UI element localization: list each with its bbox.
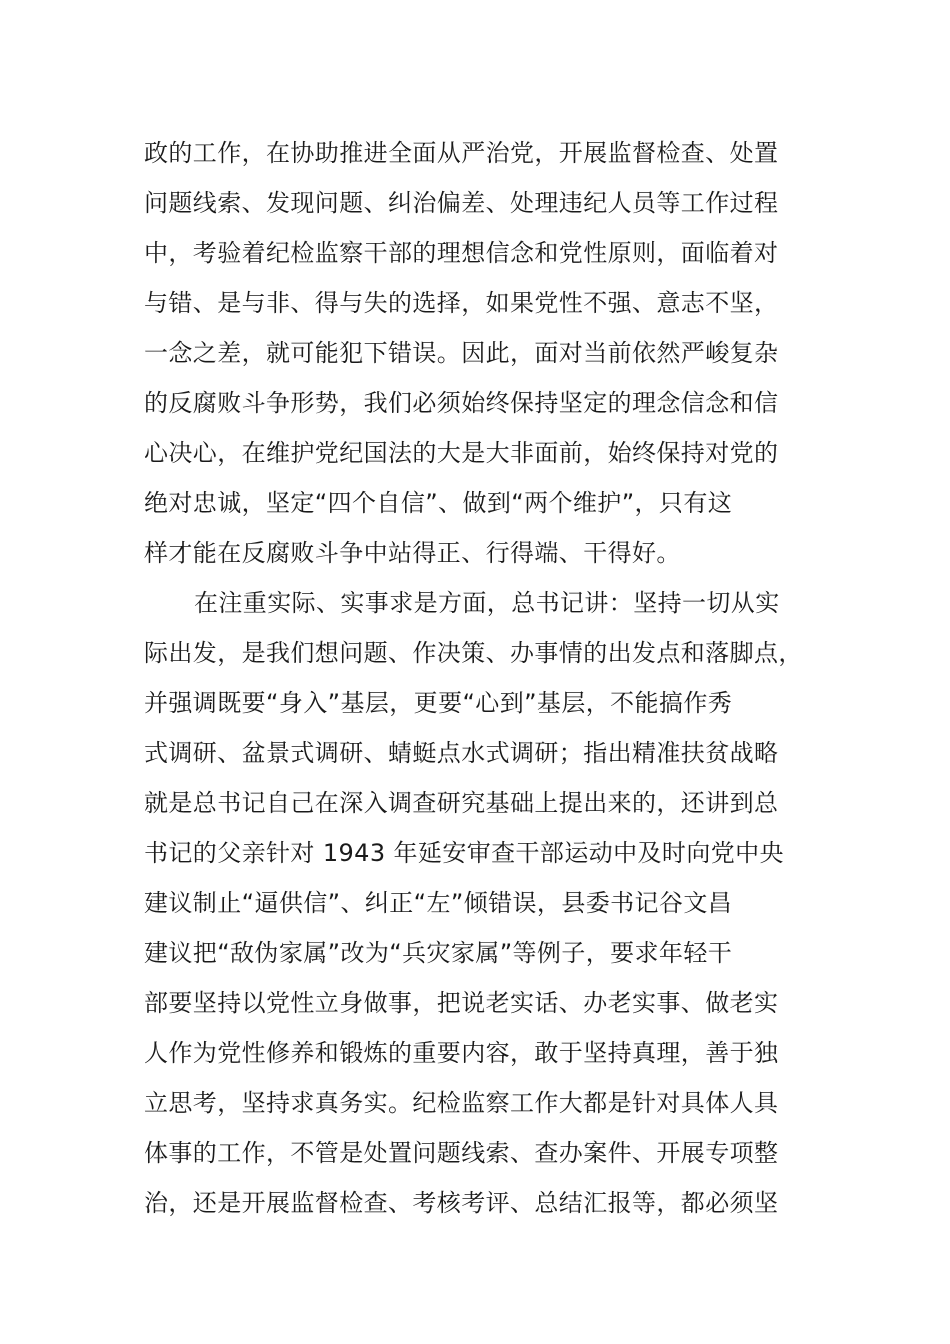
text-line-22: 治，还是开展监督检查、考核考评、总结汇报等，都必须坚: [144, 1189, 779, 1217]
text-line-5: 一念之差，就可能犯下错误。因此，面对当前依然严峻复杂: [144, 339, 779, 367]
text-line-3: 中，考验着纪检监察干部的理想信念和党性原则，面临着对: [144, 239, 779, 267]
text-line-4: 与错、是与非、得与失的选择，如果党性不强、意志不坚，: [144, 289, 779, 317]
text-line-19: 人作为党性修养和锻炼的重要内容，敢于坚持真理，善于独: [144, 1039, 779, 1067]
text-line-11: 际出发，是我们想问题、作决策、办事情的出发点和落脚点，: [144, 639, 803, 667]
text-line-21: 体事的工作，不管是处置问题线索、查办案件、开展专项整: [144, 1139, 779, 1167]
body-text: [144, 128, 824, 1228]
text-line-16: 建议制止“逼供信”、纠正“左”倾错误，县委书记谷文昌: [144, 889, 733, 917]
paragraph-start-line: 在注重实际、实事求是方面，总书记讲：坚持一切从实: [194, 589, 780, 617]
text-line-15: 书记的父亲针对 1943 年延安审查干部运动中及时向党中央: [144, 839, 784, 867]
text-line-8: 绝对忠诚，坚定“四个自信”、做到“两个维护”，只有这: [144, 489, 733, 517]
text-line-12: 并强调既要“身入”基层，更要“心到”基层，不能搞作秀: [144, 689, 733, 717]
text-line-9: 样才能在反腐败斗争中站得正、行得端、干得好。: [144, 539, 681, 567]
text-line-18: 部要坚持以党性立身做事，把说老实话、办老实事、做老实: [144, 989, 779, 1017]
text-line-17: 建议把“敌伪家属”改为“兵灾家属”等例子，要求年轻干: [144, 939, 733, 967]
text-line-2: 问题线索、发现问题、纠治偏差、处理违纪人员等工作过程: [144, 189, 779, 217]
text-line-14: 就是总书记自己在深入调查研究基础上提出来的，还讲到总: [144, 789, 779, 817]
text-line-20: 立思考，坚持求真务实。纪检监察工作大都是针对具体人具: [144, 1089, 779, 1117]
text-line-13: 式调研、盆景式调研、蜻蜓点水式调研；指出精准扶贫战略: [144, 739, 779, 767]
text-line-1: 政的工作，在协助推进全面从严治党，开展监督检查、处置: [144, 139, 779, 167]
text-line-6: 的反腐败斗争形势，我们必须始终保持坚定的理念信念和信: [144, 389, 779, 417]
text-line-7: 心决心，在维护党纪国法的大是大非面前，始终保持对党的: [144, 439, 779, 467]
